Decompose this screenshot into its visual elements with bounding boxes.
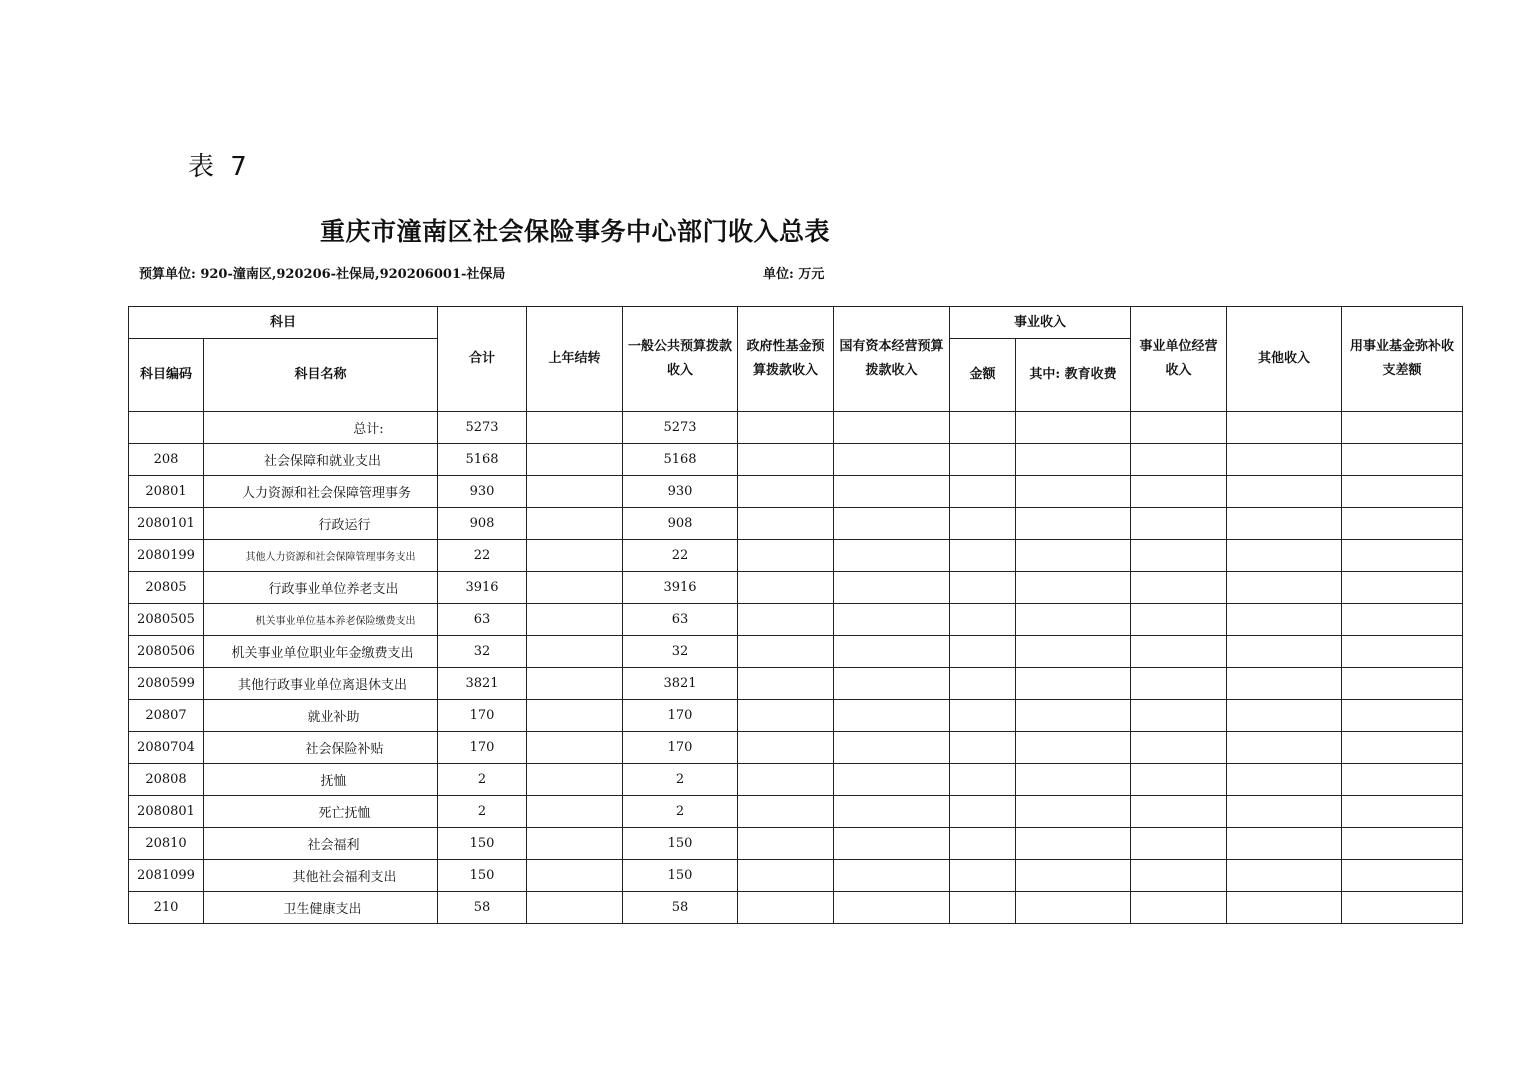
row-name: 社会保险补贴: [204, 732, 438, 764]
row-general: 3916: [623, 572, 738, 604]
row-code: 20808: [129, 764, 204, 796]
header-operating-income: 事业单位经营收入: [1131, 307, 1227, 412]
header-general-budget: 一般公共预算拨款收入: [623, 307, 738, 412]
row-code: 2080101: [129, 508, 204, 540]
header-name: 科目名称: [204, 339, 438, 412]
row-name: 其他行政事业单位离退休支出: [204, 668, 438, 700]
header-carryover: 上年结转: [527, 307, 623, 412]
row-code: 2080704: [129, 732, 204, 764]
row-name: 死亡抚恤: [204, 796, 438, 828]
table-row: [129, 764, 1463, 796]
row-code: 2080505: [129, 604, 204, 636]
row-name: 人力资源和社会保障管理事务: [204, 476, 438, 508]
row-name: 卫生健康支出: [204, 892, 438, 924]
row-general: 170: [623, 700, 738, 732]
table-row: [129, 604, 1463, 636]
row-name: 抚恤: [204, 764, 438, 796]
header-edu-fee: 其中: 教育收费: [1016, 339, 1131, 412]
row-general: 3821: [623, 668, 738, 700]
row-code: 20805: [129, 572, 204, 604]
row-total: 150: [438, 828, 527, 860]
row-total: 3821: [438, 668, 527, 700]
header-code: 科目编码: [129, 339, 204, 412]
row-code: 2081099: [129, 860, 204, 892]
row-general: 5273: [623, 412, 738, 444]
row-name: 机关事业单位职业年金缴费支出: [204, 636, 438, 668]
row-code: 208: [129, 444, 204, 476]
row-general: 908: [623, 508, 738, 540]
currency-unit-label: 单位: 万元: [763, 267, 825, 282]
row-code: 20810: [129, 828, 204, 860]
table-row: [129, 796, 1463, 828]
table-row: [129, 572, 1463, 604]
row-name: 社会保障和就业支出: [204, 444, 438, 476]
header-total: 合计: [438, 307, 527, 412]
row-name: 机关事业单位基本养老保险缴费支出: [204, 604, 438, 636]
document-title: 重庆市潼南区社会保险事务中心部门收入总表: [320, 217, 831, 246]
row-total: 3916: [438, 572, 527, 604]
header-fund-offset: 用事业基金弥补收支差额: [1342, 307, 1463, 412]
row-name: 社会福利: [204, 828, 438, 860]
row-total: 22: [438, 540, 527, 572]
row-general: 5168: [623, 444, 738, 476]
table-row: [129, 828, 1463, 860]
row-general: 32: [623, 636, 738, 668]
header-business-income: 事业收入: [950, 307, 1131, 339]
row-code: [129, 412, 204, 444]
income-summary-table: [128, 306, 1463, 924]
row-total: 5273: [438, 412, 527, 444]
header-state-capital: 国有资本经营预算拨款收入: [834, 307, 950, 412]
row-general: 150: [623, 828, 738, 860]
row-general: 58: [623, 892, 738, 924]
table-row: [129, 700, 1463, 732]
row-total: 170: [438, 700, 527, 732]
row-total: 930: [438, 476, 527, 508]
row-code: 2080599: [129, 668, 204, 700]
row-total: 63: [438, 604, 527, 636]
row-total: 32: [438, 636, 527, 668]
row-total: 58: [438, 892, 527, 924]
budget-unit-label: 预算单位: 920-潼南区,920206-社保局,920206001-社保局: [139, 267, 506, 282]
table-row: [129, 860, 1463, 892]
table-row: [129, 444, 1463, 476]
table-row: [129, 476, 1463, 508]
row-code: 20807: [129, 700, 204, 732]
row-total: 2: [438, 796, 527, 828]
row-code: 2080506: [129, 636, 204, 668]
table-row: [129, 892, 1463, 924]
row-total: 2: [438, 764, 527, 796]
row-carryover: [527, 412, 623, 444]
header-gov-fund: 政府性基金预算拨款收入: [738, 307, 834, 412]
row-name: 就业补助: [204, 700, 438, 732]
row-general: 2: [623, 764, 738, 796]
row-general: 150: [623, 860, 738, 892]
table-row: [129, 412, 1463, 444]
row-general: 170: [623, 732, 738, 764]
table-row: [129, 508, 1463, 540]
row-code: 2080801: [129, 796, 204, 828]
row-total: 908: [438, 508, 527, 540]
row-name: 行政事业单位养老支出: [204, 572, 438, 604]
row-name: 总计:: [204, 412, 438, 444]
row-name: 其他社会福利支出: [204, 860, 438, 892]
row-general: 930: [623, 476, 738, 508]
row-name: 行政运行: [204, 508, 438, 540]
table-row: [129, 636, 1463, 668]
table-number: 表 7: [188, 152, 251, 182]
row-name: 其他人力资源和社会保障管理事务支出: [204, 540, 438, 572]
row-general: 63: [623, 604, 738, 636]
row-code: 2080199: [129, 540, 204, 572]
table-row: [129, 732, 1463, 764]
table-row: [129, 540, 1463, 572]
header-other-income: 其他收入: [1227, 307, 1342, 412]
row-total: 5168: [438, 444, 527, 476]
row-code: 20801: [129, 476, 204, 508]
row-general: 22: [623, 540, 738, 572]
header-subject: 科目: [129, 307, 438, 339]
row-total: 170: [438, 732, 527, 764]
row-general: 2: [623, 796, 738, 828]
header-amount: 金额: [950, 339, 1016, 412]
row-total: 150: [438, 860, 527, 892]
row-code: 210: [129, 892, 204, 924]
table-row: [129, 668, 1463, 700]
